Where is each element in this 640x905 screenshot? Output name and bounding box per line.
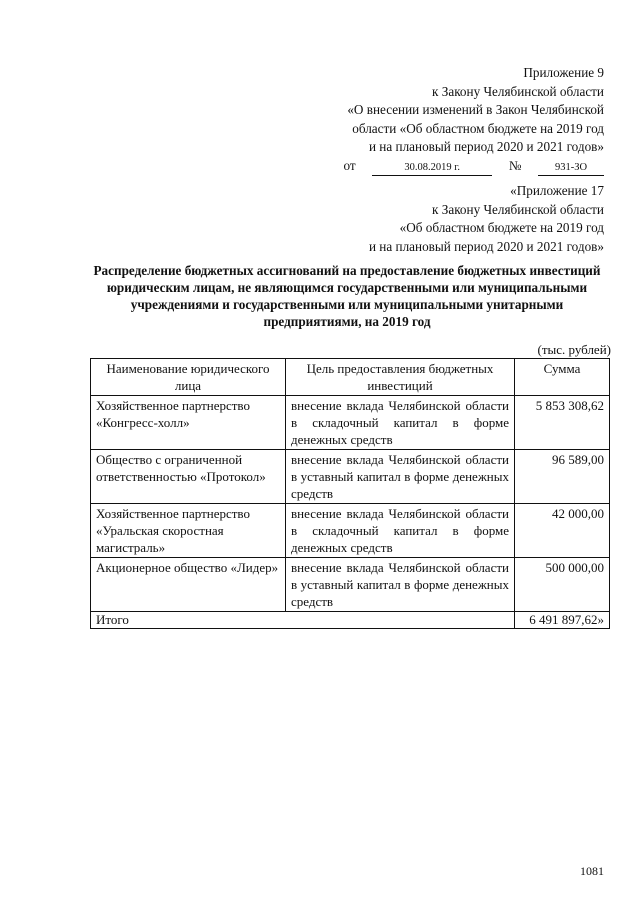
annex-header-line: «Об областном бюджете на 2019 год (399, 220, 604, 235)
table-row (91, 504, 610, 558)
appendix-header-line: «О внесении изменений в Закон Челябинской (347, 102, 604, 117)
law-date-value: 30.08.2019 г. (372, 161, 492, 176)
amount-cell: 500 000,00 (515, 558, 610, 612)
appendix-header-line: Приложение 9 (523, 65, 604, 80)
appendix-header (343, 64, 604, 176)
table-row (91, 450, 610, 504)
total-label: Итого (91, 612, 515, 629)
column-header-entity: Наименование юридического лица (91, 359, 286, 396)
purpose-cell: внесение вклада Челябинской области в складочный капитал в форме денежных средств (286, 504, 515, 558)
from-label: от (343, 157, 356, 173)
appendix-header-line: и на плановый период 2020 и 2021 годов» (368, 139, 604, 154)
amount-cell: 96 589,00 (515, 450, 610, 504)
annex-header (369, 182, 604, 256)
budget-allocation-table (90, 358, 610, 629)
entity-cell: Хозяйственное партнерство «Конгресс-холл» (91, 396, 286, 450)
appendix-header-line: к Закону Челябинской области (432, 83, 604, 99)
document-title: Распределение бюджетных ассигнований на предоставление бюджетных инвестиций юридическим лицам, не являющимся государственными или муниципальными учреждениями и государственными или муниципальными унитарными предприятиями, на 2019 год (93, 263, 601, 329)
law-date-number-line (343, 157, 604, 176)
unit-note: (тыс. рублей) (537, 342, 611, 357)
annex-header-line: и на плановый период 2020 и 2021 годов» (368, 238, 604, 254)
total-amount: 6 491 897,62» (515, 612, 610, 629)
amount-cell: 5 853 308,62 (515, 396, 610, 450)
table-header-row (91, 359, 610, 396)
page-number: 1081 (580, 864, 604, 878)
table-row (91, 396, 610, 450)
table-row (91, 558, 610, 612)
table-total-row (91, 612, 610, 629)
purpose-cell: внесение вклада Челябинской области в уставный капитал в форме денежных средств (286, 450, 515, 504)
entity-cell: Хозяйственное партнерство «Уральская скоростная магистраль» (91, 504, 286, 558)
appendix-header-line: области «Об областном бюджете на 2019 год (352, 120, 604, 136)
annex-header-line: «Приложение 17 (510, 183, 604, 198)
number-label: № (508, 157, 522, 173)
amount-cell: 42 000,00 (515, 504, 610, 558)
column-header-purpose: Цель предоставления бюджетных инвестиций (286, 359, 515, 396)
entity-cell: Акционерное общество «Лидер» (91, 558, 286, 612)
column-header-amount: Сумма (515, 359, 610, 396)
law-number-value: 931-ЗО (538, 161, 604, 176)
entity-cell: Общество с ограниченной ответственностью «Протокол» (91, 450, 286, 504)
annex-header-line: к Закону Челябинской области (432, 201, 604, 217)
purpose-cell: внесение вклада Челябинской области в уставный капитал в форме денежных средств (286, 558, 515, 612)
purpose-cell: внесение вклада Челябинской области в складочный капитал в форме денежных средств (286, 396, 515, 450)
